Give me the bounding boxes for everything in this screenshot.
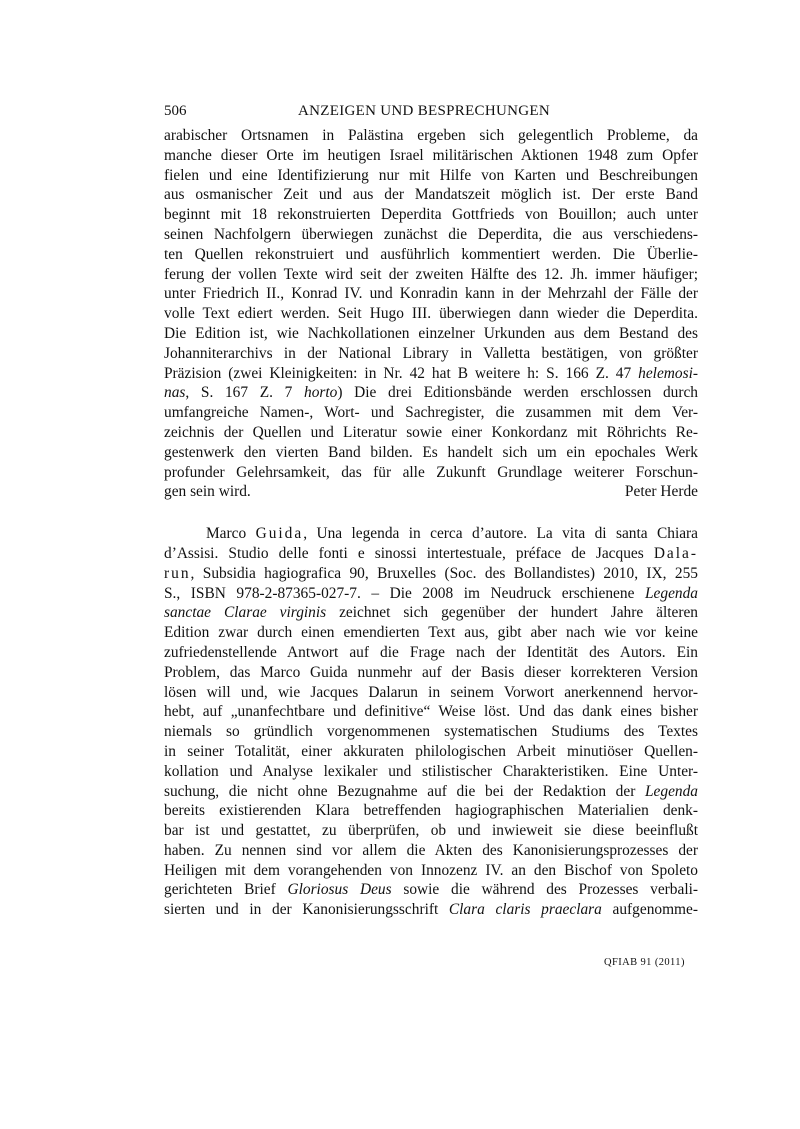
text-span: , Subsidia hagiografica 90, Bruxelles (Soc. des Bollandistes) 2010, IX, 255 [190, 564, 698, 582]
text-line: Johanniterarchivs in der National Library in Valletta bestätigen, von größter [164, 344, 698, 362]
italic-term: Legenda [644, 584, 698, 602]
text-line: gestenwerk den vierten Band bilden. Es handelt sich um ein epochales Werk [164, 443, 698, 461]
section-gap [164, 502, 698, 524]
review-text [164, 126, 698, 920]
text-line: beginnt mit 18 rekonstruierten Deperdita Gottfrieds von Bouillon; auch unter [164, 206, 698, 224]
text-line: profunder Gelehrsamkeit, das für alle Zukunft Grundlage weiterer Forschun- [164, 463, 698, 481]
review-2 [164, 524, 698, 920]
text-span: sierten und in der Kanonisierungsschrift [164, 901, 449, 919]
running-head [164, 96, 698, 126]
text-line: umfangreiche Namen-, Wort- und Sachregister, die zusammen mit dem Ver- [164, 404, 698, 422]
italic-term: helemosi- [638, 364, 698, 382]
editor-name: run [164, 564, 191, 582]
text-line: zufriedenstellende Antwort auf die Frage nach der Identität des Autors. Ein [164, 643, 698, 661]
text-line [164, 383, 698, 403]
review-1 [164, 126, 698, 502]
text-span: ) Die drei Editionsbände werden erschlossen durch [337, 384, 698, 402]
text-span: suchung, die nicht ohne Bezugnahme auf die bei der Redaktion der [164, 782, 645, 800]
text-line: arabischer Ortsnamen in Palästina ergeben sich gelegentlich Probleme, da [164, 127, 698, 144]
text-span: Präzision (zwei Kleinigkeiten: in Nr. 42 hat B weitere h: S. 166 Z. 47 [164, 364, 639, 382]
text-line: hebt, auf „unanfechtbare und definitive“ Weise löst. Und das dank eines bisher [164, 703, 698, 721]
italic-term: Legenda [644, 782, 698, 800]
text-span: sowie die während des Prozesses verbali- [391, 881, 698, 899]
text-line [164, 900, 698, 920]
section-title: ANZEIGEN UND BESPRECHUNGEN [298, 103, 550, 119]
text-line: bereits existierenden Klara betreffenden hagiographischen Materialien denk- [164, 802, 698, 820]
text-line: Edition zwar durch einen emendierten Text aus, gibt aber nach wie vor keine [164, 624, 698, 642]
text-line: haben. Zu nennen sind vor allem die Akten des Kanonisierungsprozesses der [164, 841, 698, 859]
page-number: 506 [164, 103, 187, 119]
text-line [164, 584, 698, 604]
text-line: zeichnis der Quellen und Literatur sowie einer Konkordanz mit Röhrichts Re- [164, 423, 698, 441]
italic-term: Clara claris praeclara [448, 901, 602, 919]
text-line [164, 880, 698, 900]
text-span: Marco [206, 525, 256, 543]
text-line: ferung der vollen Texte wird seit der zweiten Hälfte des 12. Jh. immer häufiger; [164, 265, 698, 283]
text-span: zeichnet sich gegenüber der hundert Jahre älteren [326, 604, 698, 622]
reviewer-name: Peter Herde [624, 483, 698, 501]
text-line: lösen will und, wie Jacques Dalarun in seinem Vorwort anerkennend hervor- [164, 683, 698, 701]
text-line: ten Quellen rekonstruiert und ausführlich kommentiert werden. Die Überlie- [164, 245, 698, 263]
text-span: , S. 167 Z. 7 [185, 384, 305, 402]
text-line [164, 482, 698, 502]
text-line: Heiligen mit dem vorangehenden von Innozenz IV. an den Bischof von Spoleto [164, 861, 698, 879]
page [164, 96, 698, 920]
text-line: manche dieser Orte im heutigen Israel militärischen Aktionen 1948 zum Opfer [164, 146, 698, 164]
text-span: S., ISBN 978-2-87365-027-7. – Die 2008 im Neudruck erschienene [164, 584, 645, 602]
text-line: seinen Nachfolgern überwiegen zunächst die Deperdita, die aus verschiedens- [164, 225, 698, 243]
italic-term: Gloriosus Deus [287, 881, 392, 899]
text-line: Die Edition ist, wie Nachkollationen einzelner Urkunden aus dem Bestand des [164, 324, 698, 342]
journal-footer: QFIAB 91 (2011) [604, 957, 685, 968]
text-span: d’Assisi. Studio delle fonti e sinossi intertestuale, préface de Jacques [164, 544, 654, 562]
text-line: in seiner Totalität, einer akkuraten philologischen Arbeit minutiöser Quellen- [164, 742, 698, 760]
text-line: aus osmanischer Zeit und aus der Mandatszeit möglich ist. Der erste Band [164, 186, 698, 204]
text-line [164, 364, 698, 384]
text-line: fielen und eine Identifizierung nur mit Hilfe von Karten und Beschreibungen [164, 166, 698, 184]
text-line [164, 782, 698, 802]
editor-name: Dala- [653, 544, 698, 562]
text-line: niemals so gründlich vorgenommenen systematischen Studiums des Textes [164, 723, 698, 741]
text-line: kollation und Analyse lexikaler und stilistischer Charakteristiken. Eine Unter- [164, 762, 698, 780]
text-line [164, 603, 698, 623]
text-span: gerichteten Brief [164, 881, 288, 899]
author-name: Guida [255, 525, 304, 543]
italic-term: horto [304, 384, 338, 402]
text-line [164, 524, 698, 544]
text-line: volle Text ediert werden. Seit Hugo III. überwiegen dann wieder die Deperdita. [164, 305, 698, 323]
text-line: Problem, das Marco Guida nunmehr auf der Basis dieser korrekteren Version [164, 663, 698, 681]
text-line [164, 544, 698, 564]
italic-term: sanctae Clarae virginis [164, 604, 327, 622]
text-line: unter Friedrich II., Konrad IV. und Konradin kann in der Mehrzahl der Fälle der [164, 285, 698, 303]
text-span: , Una legenda in cerca d’autore. La vita di santa Chiara [303, 525, 698, 543]
italic-term: nas [164, 384, 186, 402]
text-line [164, 564, 698, 584]
text-line: bar ist und gestattet, zu überprüfen, ob und inwieweit sie diese beeinflußt [164, 822, 698, 840]
text-span: gen sein wird. [164, 483, 251, 501]
text-span: aufgenomme- [601, 901, 698, 919]
